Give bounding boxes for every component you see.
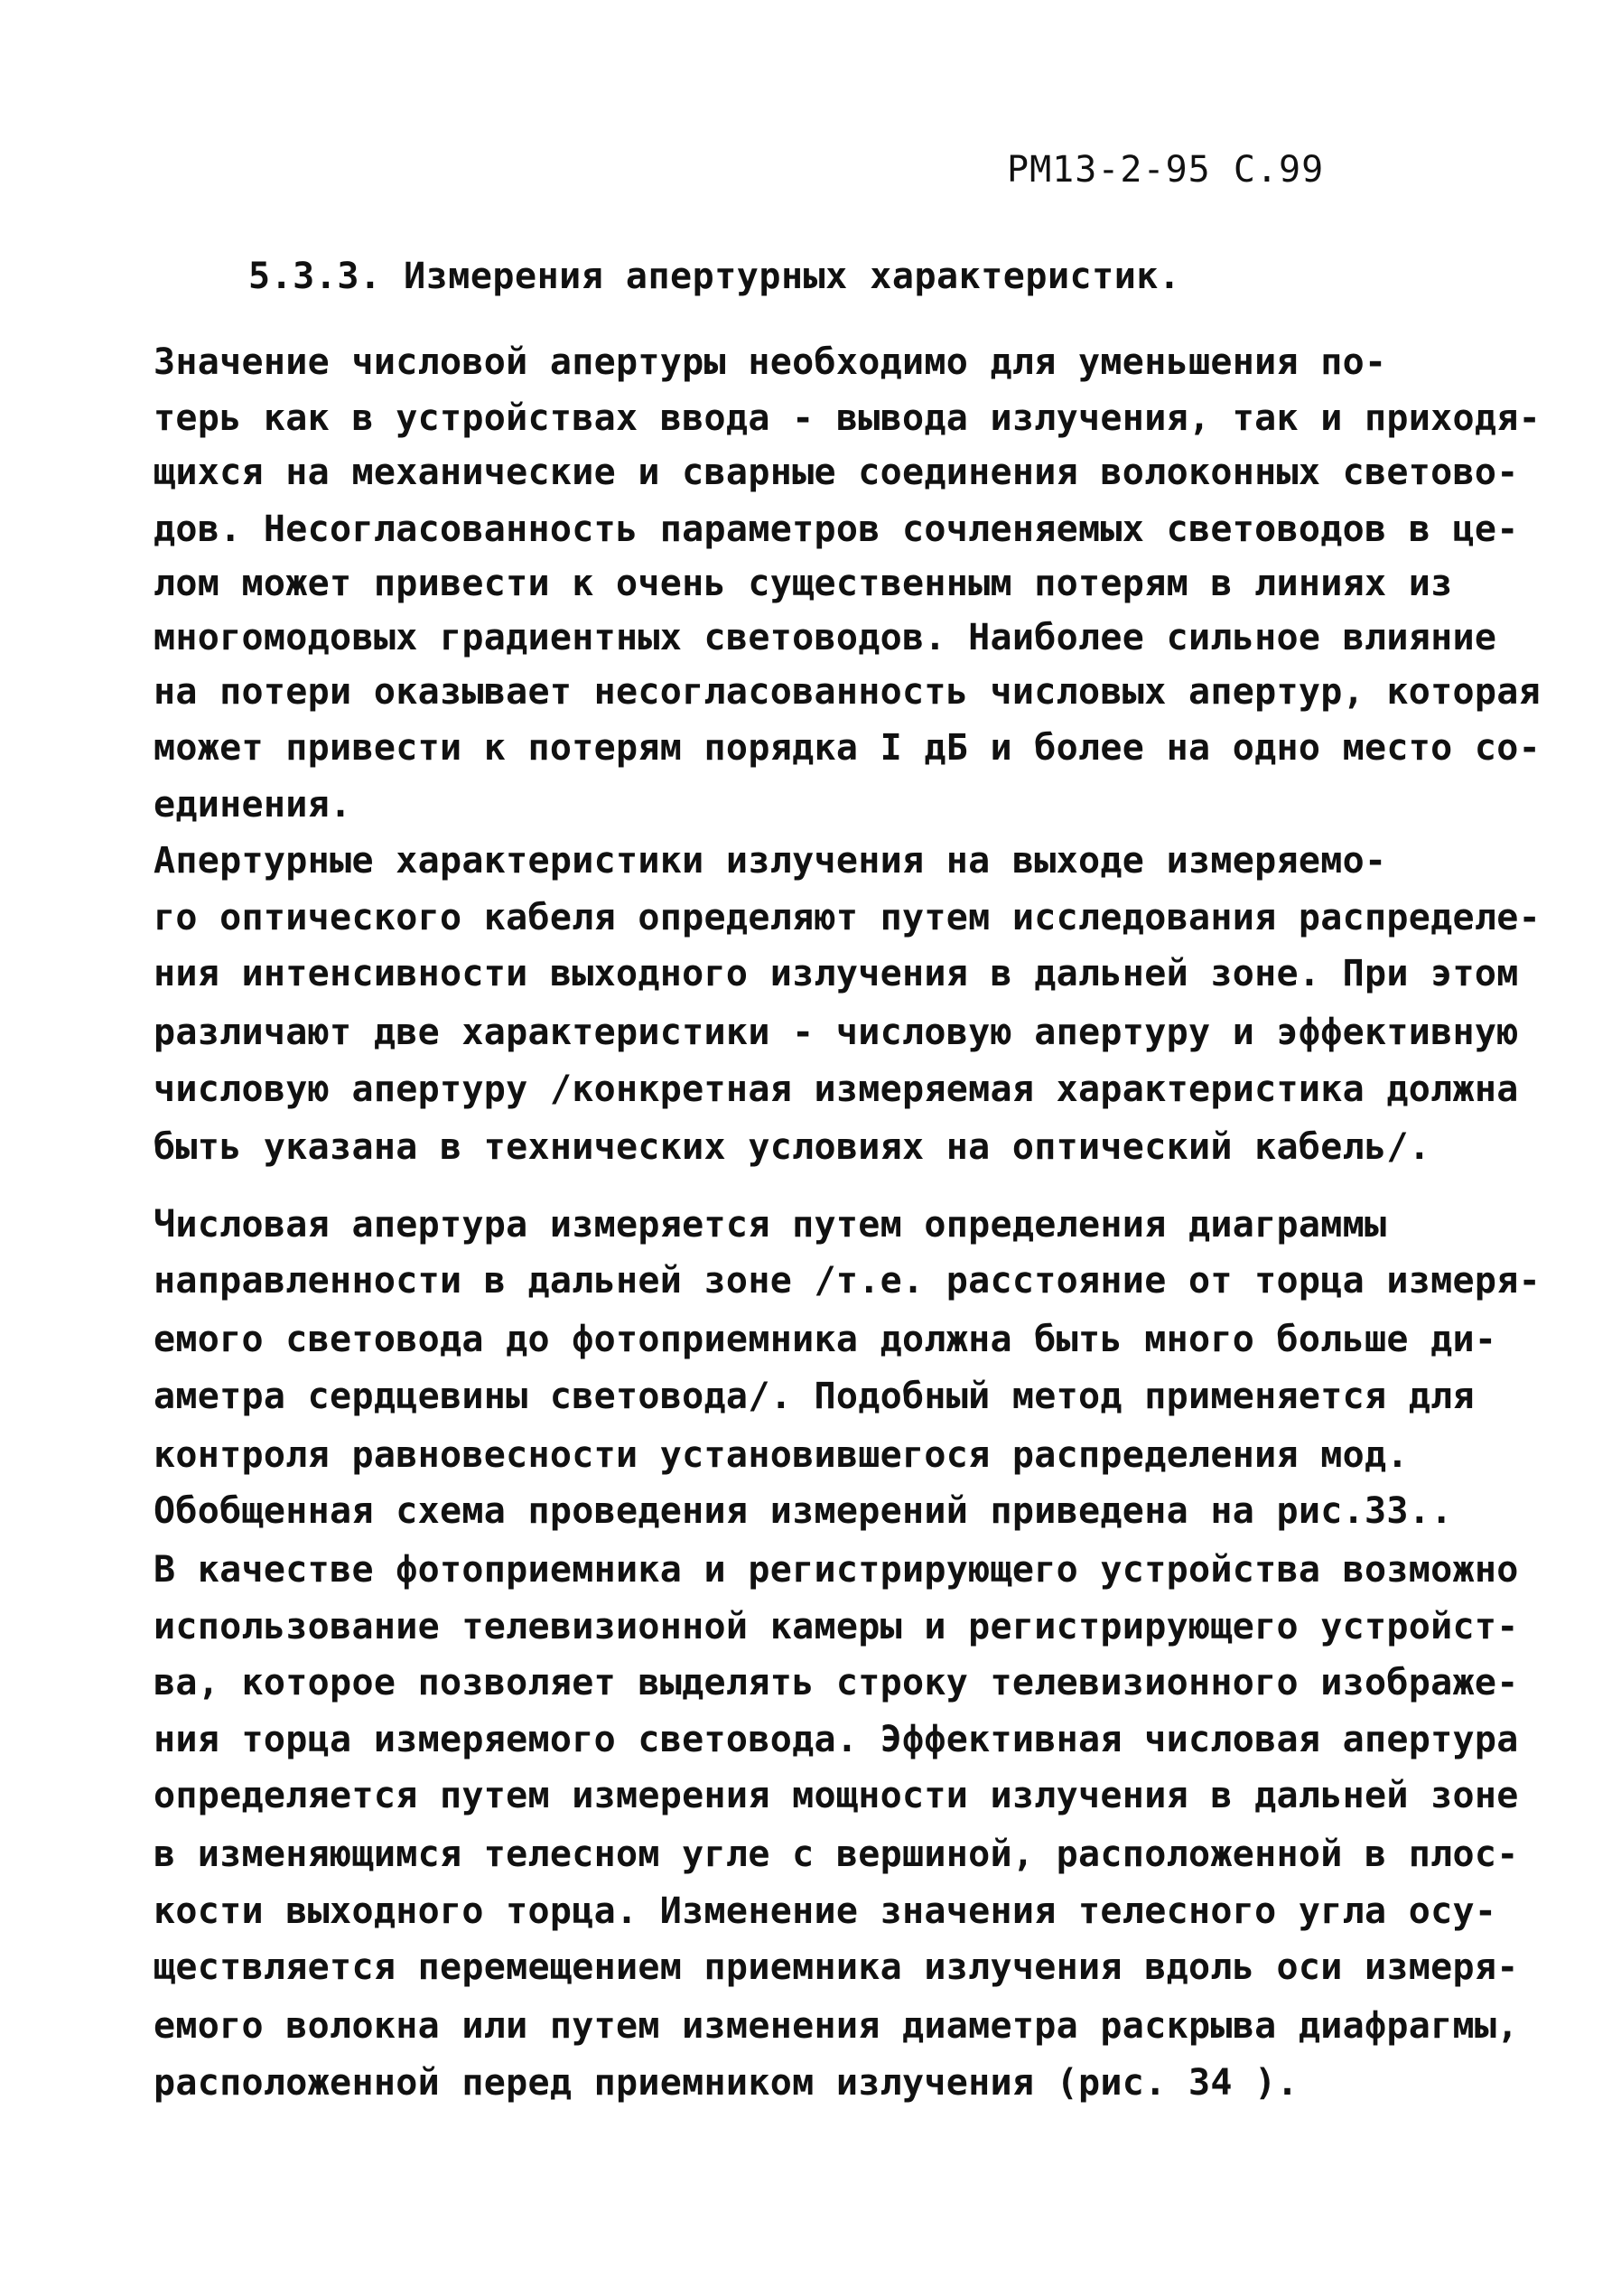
text-line: щихся на механические и сварные соединения волоконных светово- <box>154 452 1519 493</box>
text-line: В качестве фотоприемника и регистрирующего устройства возможно <box>154 1549 1519 1591</box>
text-line: расположенной перед приемником излучения (рис. 34 ). <box>154 2062 1299 2104</box>
text-line: Значение числовой апертуры необходимо для уменьшения по- <box>154 341 1387 383</box>
text-line: ния интенсивности выходного излучения в дальней зоне. При этом <box>154 953 1519 994</box>
text-line: Апертурные характеристики излучения на выходе измеряемо- <box>154 840 1387 882</box>
text-line: контроля равновесности установившегося распределения мод. <box>154 1434 1409 1476</box>
text-line: единения. <box>154 784 352 826</box>
text-line: аметра сердцевины световода/. Подобный метод применяется для <box>154 1376 1475 1417</box>
text-line: числовую апертуру /конкретная измеряемая характеристика должна <box>154 1069 1519 1110</box>
text-line: лом может привести к очень существенным потерям в линиях из <box>154 563 1453 604</box>
text-line: го оптического кабеля определяют путем исследования распределе- <box>154 897 1542 938</box>
text-line: в изменяющимся телесном угле с вершиной, расположенной в плос- <box>154 1834 1519 1875</box>
text-line: определяется путем измерения мощности излучения в дальней зоне <box>154 1775 1519 1816</box>
text-line: Обобщенная схема проведения измерений приведена на рис.33.. <box>154 1490 1453 1532</box>
text-line: на потери оказывает несогласованность числовых апертур, которая <box>154 671 1542 713</box>
text-line: Числовая апертура измеряется путем определения диаграммы <box>154 1204 1387 1246</box>
text-line: ния торца измеряемого световода. Эффективная числовая апертура <box>154 1719 1519 1760</box>
text-line: емого световода до фотоприемника должна быть много больше ди- <box>154 1319 1497 1360</box>
section-title: 5.3.3. Измерения апертурных характеристик. <box>248 256 1181 297</box>
text-line: ва, которое позволяет выделять строку телевизионного изображе- <box>154 1662 1519 1703</box>
text-line: ществляется перемещением приемника излучения вдоль оси измеря- <box>154 1946 1519 1988</box>
text-line: дов. Несогласованность параметров сочленяемых световодов в це- <box>154 509 1519 550</box>
text-line: терь как в устройствах ввода - вывода излучения, так и приходя- <box>154 397 1542 439</box>
page-reference: РМ13-2-95 С.99 <box>1007 149 1325 191</box>
text-line: может привести к потерям порядка I дБ и более на одно место со- <box>154 727 1542 769</box>
text-line: кости выходного торца. Изменение значения телесного угла осу- <box>154 1890 1497 1932</box>
text-line: использование телевизионной камеры и регистрирующего устройст- <box>154 1606 1519 1647</box>
text-line: быть указана в технических условиях на оптический кабель/. <box>154 1126 1431 1168</box>
text-line: направленности в дальней зоне /т.е. расстояние от торца измеря- <box>154 1260 1542 1302</box>
text-line: различают две характеристики - числовую апертуру и эффективную <box>154 1012 1519 1053</box>
text-line: многомодовых градиентных световодов. Наиболее сильное влияние <box>154 617 1497 658</box>
text-line: емого волокна или путем изменения диаметра раскрыва диафрагмы, <box>154 2005 1519 2047</box>
